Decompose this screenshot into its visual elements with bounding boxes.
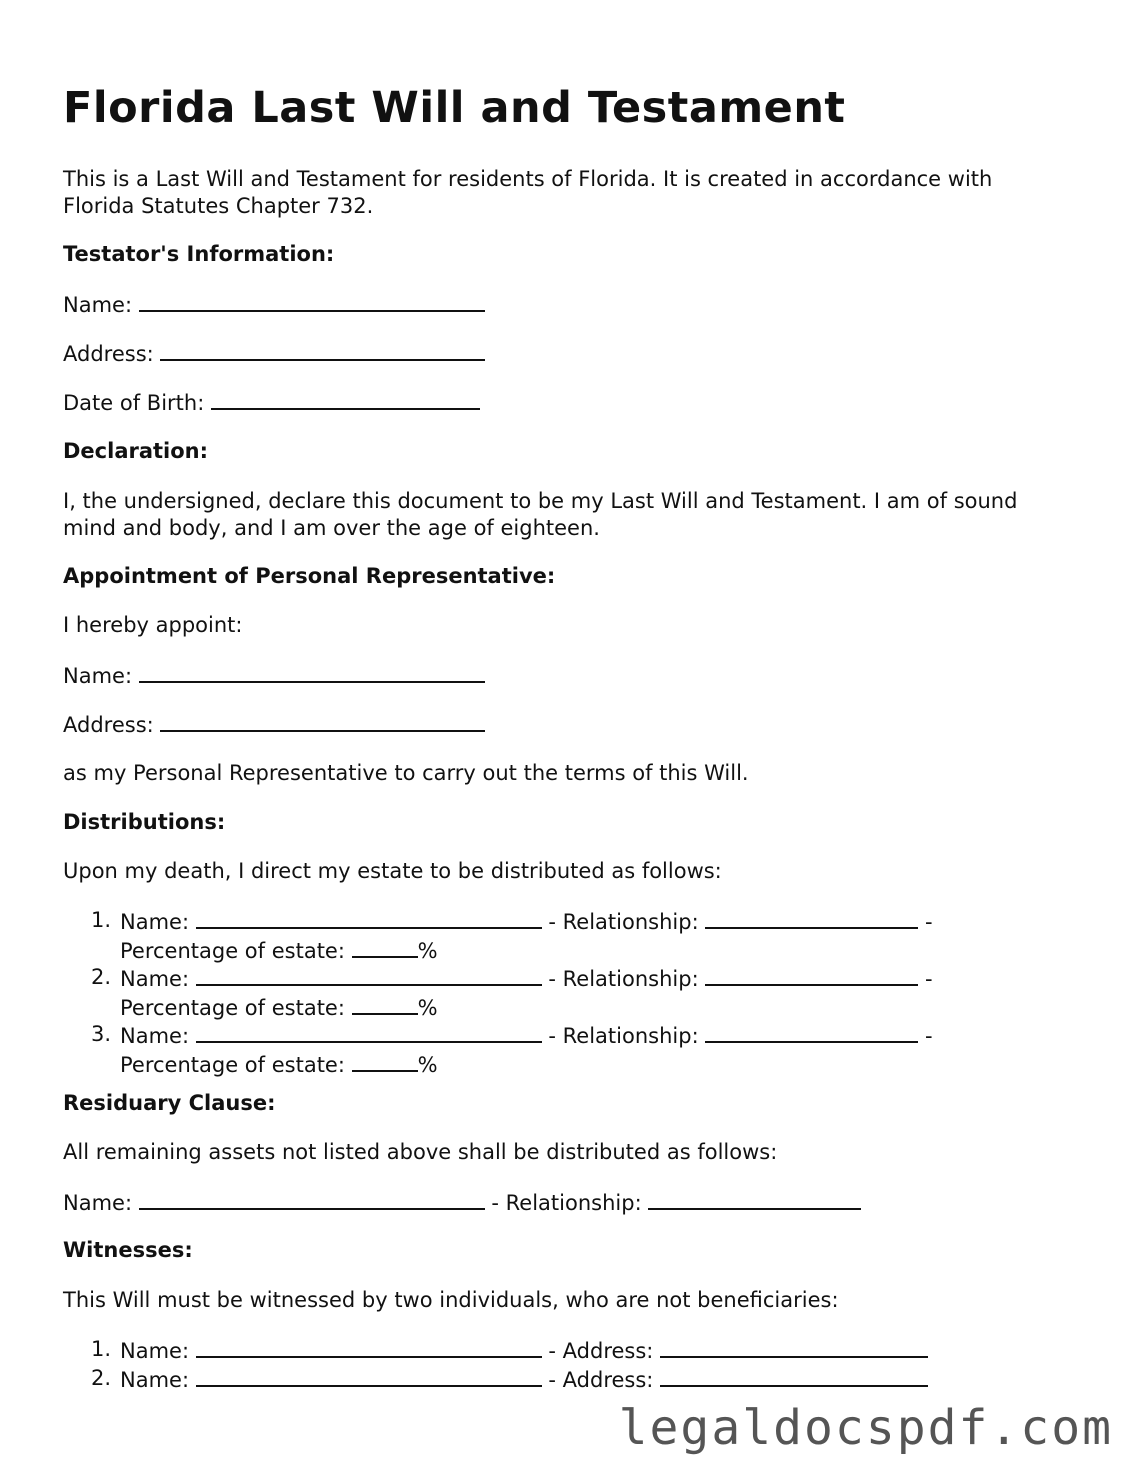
representative-address-field[interactable] [63,710,485,738]
residuary-name-blank[interactable] [139,1188,485,1210]
distribution-dash: - [925,967,933,991]
distribution-percentage-label: Percentage of estate: [120,938,345,963]
distributions-heading: Distributions: [63,810,226,834]
witness-name-blank[interactable] [196,1365,542,1387]
distribution-name-label: Name: [120,1024,190,1048]
declaration-line-1: I, the undersigned, declare this document to be my Last Will and Testament. I am of sound [63,489,1018,513]
testator-dob-label: Date of Birth: [63,391,205,415]
witness-address-blank[interactable] [660,1365,928,1387]
representative-name-label: Name: [63,664,133,688]
distribution-percentage-blank[interactable] [352,936,418,958]
distribution-dash: - [925,1024,933,1048]
representative-name-blank[interactable] [139,661,485,683]
distribution-percent-sign: % [417,938,438,963]
witnesses-intro: This Will must be witnessed by two individuals, who are not beneficiaries: [63,1288,839,1312]
witness-name-label: Name: [120,1339,190,1363]
representative-address-blank[interactable] [160,710,485,732]
intro-paragraph [63,166,992,219]
distribution-percentage-label: Percentage of estate: [120,1052,345,1077]
distributions-intro: Upon my death, I direct my estate to be distributed as follows: [63,859,722,883]
watermark-text: legaldocspdf.com [618,1400,1113,1456]
residuary-intro: All remaining assets not listed above shall be distributed as follows: [63,1140,778,1164]
distribution-item-number: 2. [91,965,112,989]
residuary-relationship-label: - Relationship: [491,1191,642,1215]
distribution-name-blank[interactable] [196,907,542,929]
witness-item-number: 1. [91,1337,112,1361]
representative-intro: I hereby appoint: [63,613,243,637]
declaration-heading: Declaration: [63,439,209,463]
document-title: Florida Last Will and Testament [63,83,846,133]
residuary-name-label: Name: [63,1191,133,1215]
representative-heading: Appointment of Personal Representative: [63,564,556,588]
declaration-paragraph [63,488,1017,541]
testator-heading: Testator's Information: [63,242,335,266]
distribution-dash: - [925,910,933,934]
representative-address-label: Address: [63,713,154,737]
witness-name-blank[interactable] [196,1336,542,1358]
testator-name-label: Name: [63,293,133,317]
distribution-percent-sign: % [417,1052,438,1077]
residuary-relationship-blank[interactable] [648,1188,861,1210]
testator-name-field[interactable] [63,290,485,318]
distribution-item-3 [63,1021,933,1078]
witness-name-label: Name: [120,1367,190,1392]
representative-name-field[interactable] [63,661,485,689]
residuary-heading: Residuary Clause: [63,1091,276,1115]
distribution-relationship-label: - Relationship: [548,910,699,934]
distribution-item-1 [63,907,933,964]
witness-item-number: 2. [91,1365,112,1390]
witness-item-2 [63,1365,928,1394]
distributions-list [63,907,933,1078]
testator-address-label: Address: [63,342,154,366]
distribution-percentage-blank[interactable] [352,1050,418,1072]
representative-closing: as my Personal Representative to carry out the terms of this Will. [63,761,749,785]
testator-name-blank[interactable] [139,290,485,312]
witness-item-1 [63,1336,928,1365]
distribution-percentage-label: Percentage of estate: [120,995,345,1020]
witness-address-blank[interactable] [660,1336,928,1358]
distribution-name-label: Name: [120,910,190,934]
distribution-relationship-blank[interactable] [705,1021,918,1043]
witness-address-label: - Address: [548,1339,654,1363]
intro-line-1: This is a Last Will and Testament for residents of Florida. It is created in accordance with [63,167,993,191]
declaration-line-2: mind and body, and I am over the age of eighteen. [63,515,600,540]
distribution-item-2 [63,964,933,1021]
testator-address-field[interactable] [63,339,485,367]
testator-address-blank[interactable] [160,339,485,361]
witness-address-label: - Address: [548,1367,654,1392]
distribution-name-blank[interactable] [196,964,542,986]
distribution-percent-sign: % [417,995,438,1020]
intro-line-2: Florida Statutes Chapter 732. [63,193,374,218]
distribution-relationship-label: - Relationship: [548,967,699,991]
witnesses-heading: Witnesses: [63,1238,193,1262]
testator-dob-field[interactable] [63,388,480,416]
distribution-item-number: 1. [91,908,112,932]
residuary-field[interactable] [63,1188,861,1216]
distribution-name-blank[interactable] [196,1021,542,1043]
distribution-relationship-blank[interactable] [705,964,918,986]
testator-dob-blank[interactable] [211,388,480,410]
witnesses-list [63,1336,928,1393]
distribution-relationship-label: - Relationship: [548,1024,699,1048]
distribution-item-number: 3. [91,1022,112,1046]
distribution-name-label: Name: [120,967,190,991]
distribution-percentage-blank[interactable] [352,993,418,1015]
distribution-relationship-blank[interactable] [705,907,918,929]
